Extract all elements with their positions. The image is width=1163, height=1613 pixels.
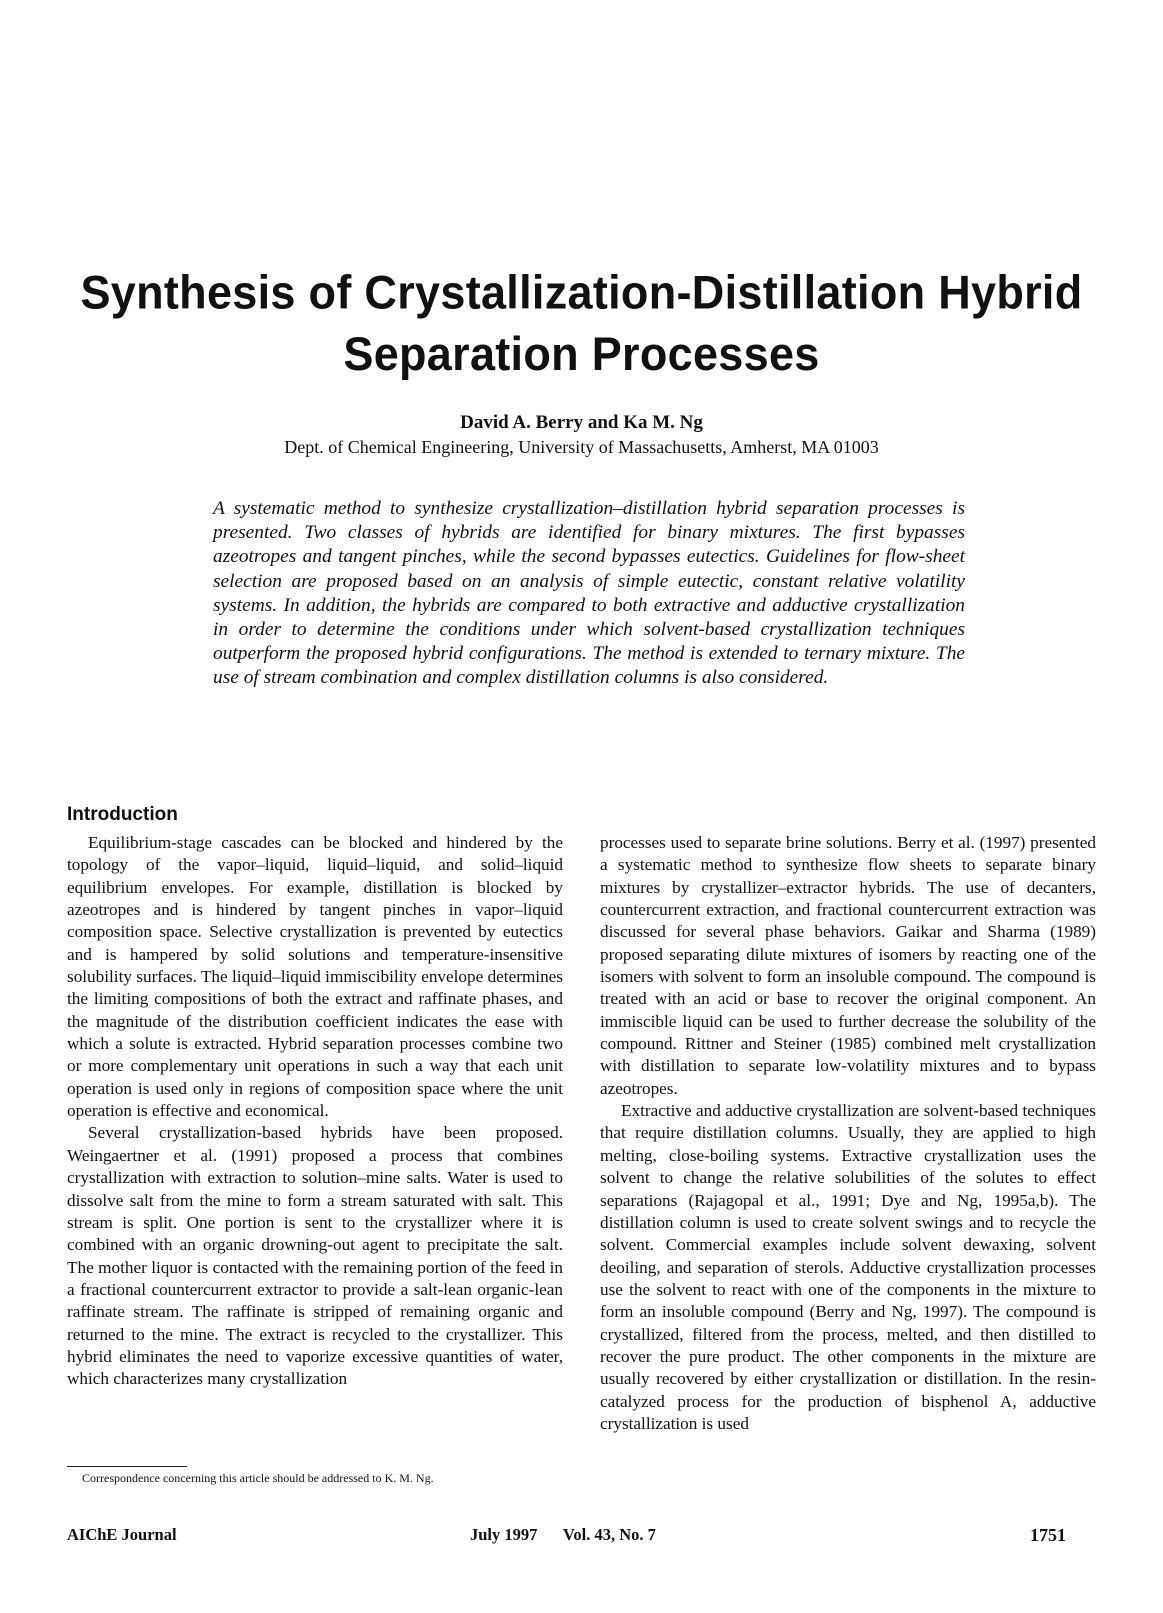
author-affiliation: Dept. of Chemical Engineering, University of Massachusetts, Amherst, MA 01003 xyxy=(284,437,879,457)
title-line-2: Separation Processes xyxy=(343,326,820,381)
correspondence-footnote: Correspondence concerning this article should be addressed to K. M. Ng. xyxy=(82,1471,434,1485)
footnote-divider xyxy=(67,1466,187,1467)
paragraph: Extractive and adductive crystallization are solvent-based techniques that require distillation columns. Usually, they are applied to high melting, close-boiling systems. Extractive crystallization uses the solvent to change the relative solubilities of the solutes to effect separations (Rajagopal et al., 1991; Dye and Ng, 1995a,b). The distillation column is used to create solvent swings and to recycle the solvent. Commercial examples include solvent dewaxing, solvent deoiling, and separation of sterols. Adductive crystallization processes use the solvent to react with one of the components in the mixture to form an insoluble compound (Berry and Ng, 1997). The compound is crystallized, filtered from the process, melted, and then distilled to recover the pure product. The other components in the mixture are usually recovered by either crystallization or distillation. In the resin-catalyzed process for the production of bisphenol A, adductive crystallization is used xyxy=(600,1101,1096,1433)
right-text-column xyxy=(600,832,1096,1435)
author-names: David A. Berry and Ka M. Ng xyxy=(460,412,703,433)
footer-page-number: 1751 xyxy=(1030,1525,1066,1545)
footer-date: July 1997 xyxy=(470,1525,538,1544)
section-heading-introduction: Introduction xyxy=(67,804,178,825)
left-text-column xyxy=(67,832,563,1391)
paragraph: Several crystallization-based hybrids have been proposed. Weingaertner et al. (1991) proposed a process that combines crystallization with extraction to solution–mine salts. Water is used to dissolve salt from the mine to form a stream saturated with salt. This stream is split. One portion is sent to the crystallizer where it is combined with an organic drowning-out agent to precipitate the salt. The mother liquor is contacted with the remaining portion of the feed in a fractional countercurrent extractor to provide a salt-lean organic-lean raffinate stream. The raffinate is stripped of remaining organic and returned to the mine. The extract is recycled to the crystallizer. This hybrid eliminates the need to vaporize excessive quantities of water, which characterizes many crystallization xyxy=(67,1123,563,1389)
paragraph: processes used to separate brine solutions. Berry et al. (1997) presented a systematic method to synthesize flow sheets to separate binary mixtures by crystallizer–extractor hybrids. The use of decanters, countercurrent extraction, and fractional countercurrent extraction was discussed for several phase behaviors. Gaikar and Sharma (1989) proposed separating dilute mixtures of isomers by reacting one of the isomers with solvent to form an insoluble compound. The compound is treated with an acid or base to recover the original component. An immiscible liquid can be used to further decrease the solubility of the compound. Rittner and Steiner (1985) combined melt crystallization with distillation to separate low-volatility mixtures and to bypass azeotropes. xyxy=(600,833,1096,1098)
abstract-text: A systematic method to synthesize crystallization–distillation hybrid separation processes is presented. Two classes of hybrids are identified for binary mixtures. The first bypasses azeotropes and tangent pinches, while the second bypasses eutectics. Guidelines for flow-sheet selection are proposed based on an analysis of simple eutectic, constant relative volatility systems. In addition, the hybrids are compared to both extractive and adductive crystallization in order to determine the conditions under which solvent-based crystallization techniques outperform the proposed hybrid configurations. The method is extended to ternary mixture. The use of stream combination and complex distillation columns is also considered. xyxy=(213,498,965,689)
footer-volume: Vol. 43, No. 7 xyxy=(563,1525,656,1544)
paragraph: Equilibrium-stage cascades can be blocked and hindered by the topology of the vapor–liquid, liquid–liquid, and solid–liquid equilibrium envelopes. For example, distillation is blocked by azeotropes and is hindered by tangent pinches in vapor–liquid composition space. Selective crystallization is prevented by eutectics and is hampered by solid solutions and temperature-insensitive solubility surfaces. The liquid–liquid immiscibility envelope determines the limiting compositions of both the extract and raffinate phases, and the magnitude of the distribution coefficient indicates the ease with which a solute is extracted. Hybrid separation processes combine two or more complementary unit operations in such a way that each unit operation is used only in regions of composition space where the unit operation is effective and economical. xyxy=(67,833,563,1121)
title-line-1: Synthesis of Crystallization-Distillation Hybrid xyxy=(80,265,1083,320)
footer-journal-name: AIChE Journal xyxy=(67,1525,177,1544)
article-title xyxy=(0,262,1163,385)
